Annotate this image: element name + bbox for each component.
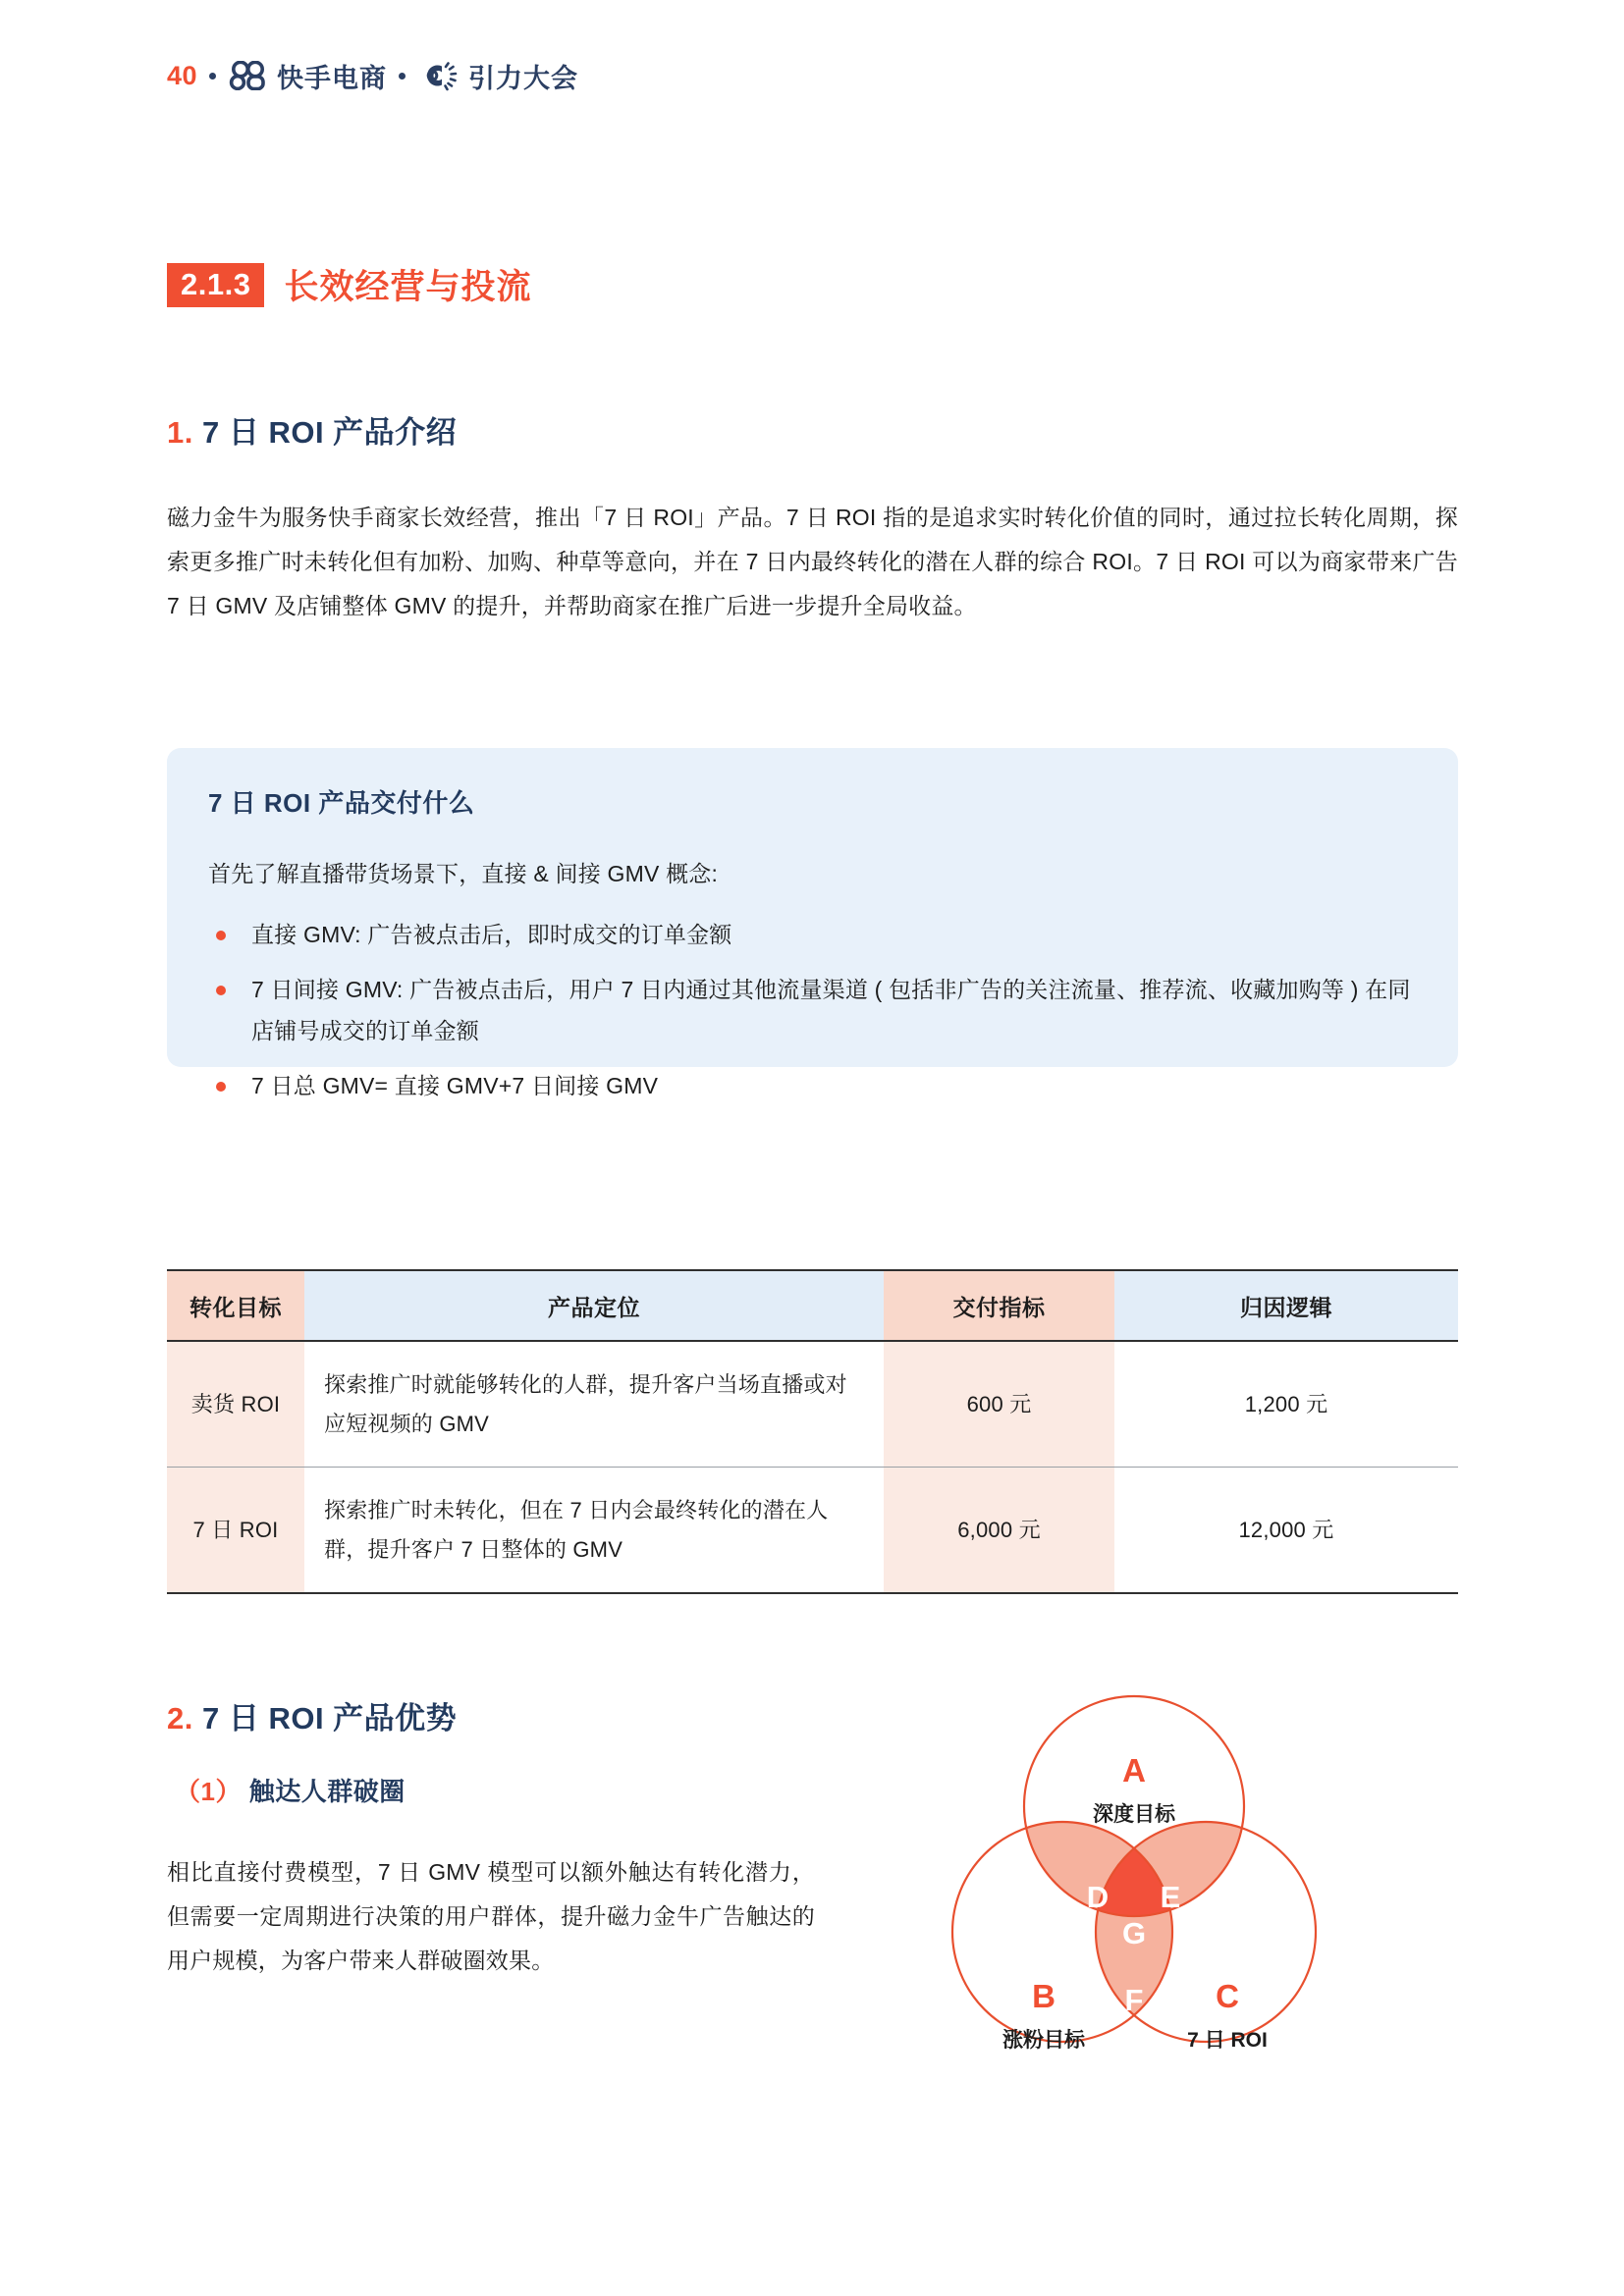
table-row <box>167 1468 1458 1594</box>
table-header-attribution-logic: 归因逻辑 <box>1114 1270 1458 1341</box>
info-box-title: 7 日 ROI 产品交付什么 <box>208 788 475 818</box>
venn-label-g: G <box>1121 1916 1147 1950</box>
yinli-conference-logo-icon <box>417 60 459 91</box>
venn-label-b-text: 涨粉目标 <box>1002 2029 1085 2052</box>
bullet-text: 7 日总 GMV= 直接 GMV+7 日间接 GMV <box>251 1072 659 1098</box>
page-number: 40 <box>167 60 198 90</box>
roi-comparison-table <box>167 1269 1458 1594</box>
venn-label-c-text: 7 日 ROI <box>1187 2029 1268 2052</box>
brand-event-group <box>417 57 578 95</box>
cell-positioning: 探索推广时未转化，但在 7 日内会最终转化的潜在人群，提升客户 7 日整体的 GMV <box>304 1468 884 1594</box>
bullet-dot-icon <box>216 1082 226 1092</box>
cell-delivery: 6,000 元 <box>884 1468 1114 1594</box>
header-separator-dot-2 <box>399 73 406 80</box>
heading-2-text: 7 日 ROI 产品优势 <box>201 1701 458 1735</box>
venn-label-a-text: 深度目标 <box>1093 1803 1175 1826</box>
heading-2-roi-advantages <box>167 1693 457 1737</box>
cell-goal: 卖货 ROI <box>167 1341 304 1468</box>
heading-1-roi-intro <box>167 407 457 452</box>
table-header-product-positioning: 产品定位 <box>304 1270 884 1341</box>
bullet-dot-icon <box>216 931 226 940</box>
paragraph-advantage: 相比直接付费模型，7 日 GMV 模型可以额外触达有转化潜力，但需要一定周期进行决策的用户群体，提升磁力金牛广告触达的用户规模，为客户带来人群破圈效果。 <box>167 1859 815 1973</box>
heading-1-number: 1. <box>167 415 193 450</box>
venn-label-f: F <box>1124 1983 1144 2017</box>
section-heading <box>167 260 531 309</box>
list-item <box>208 915 1421 956</box>
cell-attribution: 1,200 元 <box>1114 1341 1458 1468</box>
cell-attribution: 12,000 元 <box>1114 1468 1458 1594</box>
header-separator-dot <box>209 73 216 80</box>
bullet-text: 直接 GMV: 广告被点击后，即时成交的订单金额 <box>251 922 732 947</box>
table-header-row <box>167 1270 1458 1341</box>
venn-diagram-audience-breakout <box>913 1669 1355 2101</box>
heading-2-number: 2. <box>167 1701 193 1735</box>
kuaishou-logo-icon <box>228 61 267 90</box>
bullet-dot-icon <box>216 986 226 995</box>
page-header <box>167 54 578 97</box>
subsection-number: （1） <box>175 1777 242 1806</box>
section-title: 长效经营与投流 <box>284 268 532 306</box>
table-header-delivery-metric: 交付指标 <box>884 1270 1114 1341</box>
venn-label-c-letter: C <box>1216 1978 1239 2014</box>
info-box-bullet-list <box>208 915 1421 1120</box>
brand-kuaishou-group <box>228 57 387 95</box>
list-item <box>208 970 1421 1052</box>
brand-event-label: 引力大会 <box>468 63 579 93</box>
venn-label-d: D <box>1086 1880 1110 1914</box>
venn-label-e: E <box>1160 1880 1181 1914</box>
venn-label-a-letter: A <box>1122 1752 1146 1789</box>
table-header-conversion-goal: 转化目标 <box>167 1270 304 1341</box>
venn-label-b-letter: B <box>1032 1978 1056 2014</box>
cell-goal: 7 日 ROI <box>167 1468 304 1594</box>
table-row <box>167 1341 1458 1468</box>
bullet-text: 7 日间接 GMV: 广告被点击后，用户 7 日内通过其他流量渠道 ( 包括非广告的关注流量、推荐流、收藏加购等 ) 在同店铺号成交的订单金额 <box>251 976 1411 1043</box>
cell-delivery: 600 元 <box>884 1341 1114 1468</box>
section-number-badge: 2.1.3 <box>167 263 264 307</box>
heading-2-subsection <box>175 1772 406 1808</box>
heading-1-text: 7 日 ROI 产品介绍 <box>201 415 458 450</box>
list-item <box>208 1066 1421 1107</box>
brand-kuaishou-label: 快手电商 <box>277 63 388 93</box>
paragraph-intro: 磁力金牛为服务快手商家长效经营，推出「7 日 ROI」产品。7 日 ROI 指的是追求实时转化价值的同时，通过拉长转化周期，探索更多推广时未转化但有加粉、加购、种草等意向，并在 7 日内最终转化的潜在人群的综合 ROI。7 日 ROI 可以为商家带来广告 7 日 GMV 及店铺整体 GMV 的提升，并帮助商家在推广后进一步提升全局收益。 <box>167 505 1458 618</box>
info-box-lead-text: 首先了解直播带货场景下，直接 & 间接 GMV 概念: <box>208 861 719 886</box>
cell-positioning: 探索推广时就能够转化的人群，提升客户当场直播或对应短视频的 GMV <box>304 1341 884 1468</box>
subsection-text: 触达人群破圈 <box>248 1777 406 1806</box>
info-box-roi-delivery <box>167 748 1458 1098</box>
